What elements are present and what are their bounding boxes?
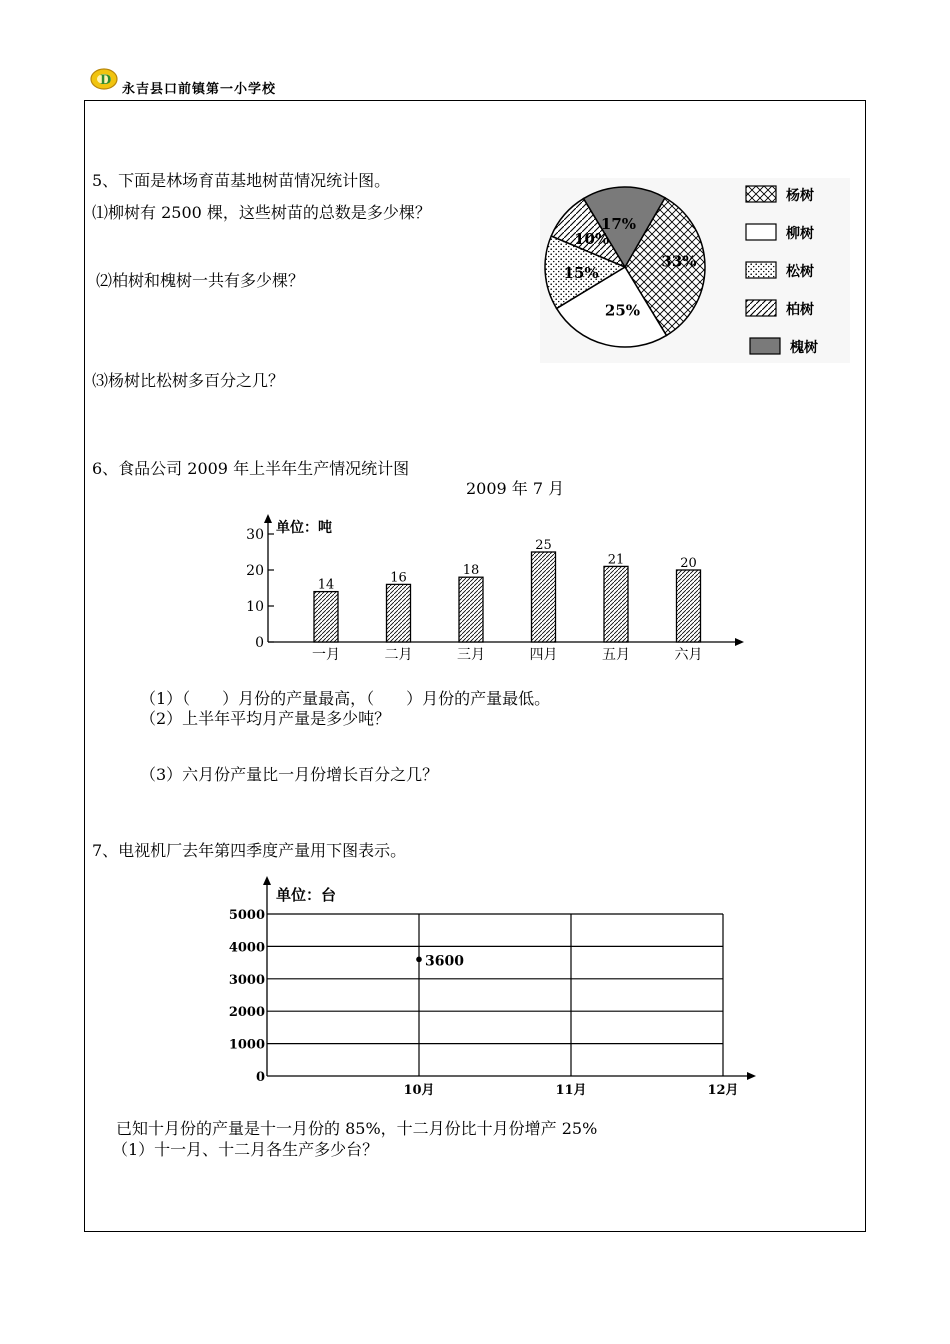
legend-swatch-liu <box>746 224 776 240</box>
legend-label-liu: 柳树 <box>786 226 814 242</box>
q6-line1: （1）（ ）月份的产量最高，（ ）月份的产量最低。 <box>140 689 551 708</box>
grid-x-labels <box>403 1083 738 1098</box>
bar-value-label-1: 16 <box>390 570 407 586</box>
grid-y-arrow <box>263 876 271 885</box>
q5-sub2: ⑵柏树和槐树一共有多少棵？ <box>96 271 305 290</box>
grid-x-label-0: 10月 <box>403 1083 435 1098</box>
legend-label-yang: 杨树 <box>786 188 814 204</box>
tree-pie-chart <box>540 178 850 363</box>
bar-x-label-5: 六月 <box>674 647 703 663</box>
grid-lines <box>267 914 723 1076</box>
school-logo-icon <box>90 68 118 90</box>
q6-line2: （2）上半年平均月产量是多少吨？ <box>140 709 391 728</box>
bar-y-tick-label: 10 <box>246 599 264 615</box>
q6-line3: （3）六月份产量比一月份增长百分之几？ <box>140 765 439 784</box>
grid-point-label-0: 3600 <box>425 953 464 970</box>
bar-x-label-0: 一月 <box>312 647 340 663</box>
bar-5 <box>677 570 701 642</box>
pie-label-3: 10% <box>574 230 610 249</box>
legend-label-huai: 槐树 <box>790 340 818 356</box>
grid-y-tick-label: 5000 <box>228 908 265 923</box>
q7-title: 7、电视机厂去年第四季度产量用下图表示。 <box>92 841 407 860</box>
legend-swatch-song <box>746 262 776 278</box>
bar-x-labels <box>312 647 703 663</box>
bar-y-arrow <box>264 514 272 523</box>
q5-sub1: ⑴柳树有 2500 棵，这些树苗的总数是多少棵？ <box>92 203 431 222</box>
legend-label-bai: 柏树 <box>786 302 814 318</box>
legend-swatch-huai <box>750 338 780 354</box>
grid-x-label-2: 12月 <box>707 1083 739 1098</box>
tv-production-grid-chart <box>226 874 766 1104</box>
grid-points <box>416 953 464 969</box>
grid-y-tick-label: 4000 <box>228 940 265 956</box>
legend-swatch-yang <box>746 186 776 202</box>
bar-y-ticks <box>246 527 274 651</box>
grid-x-label-1: 11月 <box>555 1083 587 1098</box>
q7-text2: （1）十一月、十二月各生产多少台？ <box>112 1140 379 1159</box>
q6-date: 2009 年 7 月 <box>466 479 565 498</box>
bar-2 <box>459 577 483 642</box>
logo-letter: D <box>100 73 112 88</box>
bar-4 <box>604 566 628 642</box>
bar-value-label-3: 25 <box>535 538 552 553</box>
bar-value-labels <box>318 538 697 593</box>
pie-label-0: 33% <box>661 252 697 271</box>
pie-label-1: 25% <box>604 301 641 320</box>
bar-x-label-3: 四月 <box>529 647 558 663</box>
bar-unit-label: 单位：吨 <box>276 520 332 536</box>
bar-x-label-1: 二月 <box>384 647 413 663</box>
bar-1 <box>387 584 411 642</box>
bar-bars <box>314 552 701 642</box>
bar-x-label-2: 三月 <box>457 647 485 663</box>
bar-value-label-5: 20 <box>680 556 697 571</box>
bar-value-label-4: 21 <box>607 552 625 568</box>
pie-label-2: 15% <box>563 264 599 283</box>
legend-swatch-bai <box>746 300 776 316</box>
grid-y-tick-label: 1000 <box>228 1037 265 1053</box>
grid-y-tick-label: 2000 <box>228 1005 265 1021</box>
school-name: 永吉县口前镇第一小学校 <box>122 82 277 97</box>
bar-y-tick-label: 0 <box>255 635 264 651</box>
q5-title: 5、下面是林场育苗基地树苗情况统计图。 <box>92 171 391 190</box>
q5-sub3: ⑶杨树比松树多百分之几？ <box>92 371 285 390</box>
legend-label-song: 松树 <box>786 264 814 280</box>
production-bar-chart <box>230 510 750 670</box>
bar-value-label-0: 14 <box>317 577 335 593</box>
bar-3 <box>532 552 556 642</box>
bar-x-arrow <box>735 638 744 646</box>
grid-unit-label: 单位：台 <box>276 886 337 904</box>
bar-0 <box>314 592 338 642</box>
bar-value-label-2: 18 <box>462 563 480 579</box>
grid-point-0 <box>416 957 422 963</box>
pie-label-4: 17% <box>600 215 637 233</box>
grid-x-arrow <box>747 1072 756 1080</box>
grid-y-tick-label: 0 <box>255 1070 265 1085</box>
bar-y-tick-label: 30 <box>246 527 264 543</box>
q7-text1: 已知十月份的产量是十一月份的 85%，十二月份比十月份增产 25% <box>116 1119 598 1138</box>
grid-y-tick-label: 3000 <box>228 972 265 988</box>
bar-y-tick-label: 20 <box>246 563 264 579</box>
q6-title: 6、食品公司 2009 年上半年生产情况统计图 <box>92 459 410 478</box>
grid-y-ticks <box>229 908 265 1085</box>
bar-x-label-4: 五月 <box>602 647 630 663</box>
